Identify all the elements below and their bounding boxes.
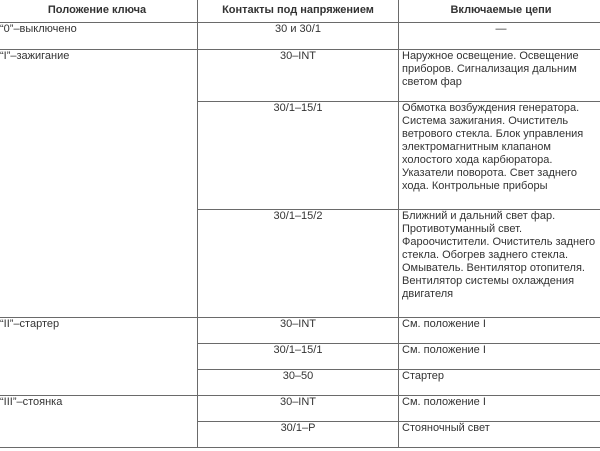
contacts-cell: 30–INT <box>198 50 399 102</box>
circuits-cell: См. положение I <box>399 396 600 422</box>
contacts-cell: 30–INT <box>198 318 399 344</box>
contacts-cell: 30–50 <box>198 370 399 396</box>
circuits-cell: Наружное освещение. Освещение приборов. Сигнализация дальним светом фар <box>399 50 600 102</box>
header-switched-circuits: Включаемые цепи <box>399 0 600 23</box>
circuits-cell: См. положение I <box>399 318 600 344</box>
key-position-cell: “0”–выключено <box>0 23 198 50</box>
contacts-cell: 30/1–15/1 <box>198 344 399 370</box>
contacts-cell: 30/1–P <box>198 422 399 448</box>
header-live-contacts: Контакты под напряжением <box>198 0 399 23</box>
table-row <box>0 396 600 422</box>
table-row <box>0 23 600 50</box>
header-key-position: Положение ключа <box>0 0 198 23</box>
circuits-cell: Ближний и дальний свет фар. Противотуманный свет. Фароочистители. Очиститель заднего стекла. Обогрев заднего стекла. Омыватель. Вентилятор отопителя. Вентилятор системы охлаждения двигателя <box>399 210 600 318</box>
key-position-cell: “I”–зажигание <box>0 50 198 318</box>
table-row <box>0 50 600 102</box>
contacts-cell: 30 и 30/1 <box>198 23 399 50</box>
contacts-cell: 30/1–15/2 <box>198 210 399 318</box>
circuits-cell: Стояночный свет <box>399 422 600 448</box>
key-position-cell: “II”–стартер <box>0 318 198 396</box>
table-row <box>0 318 600 344</box>
circuits-cell: — <box>399 23 600 50</box>
table-header-row <box>0 0 600 23</box>
circuits-cell: Стартер <box>399 370 600 396</box>
contacts-cell: 30/1–15/1 <box>198 102 399 210</box>
circuits-cell: Обмотка возбуждения генератора. Система зажигания. Очиститель ветрового стекла. Блок управления электромагнитным клапаном холостого хода карбюратора. Указатели поворота. Свет заднего хода. Контрольные приборы <box>399 102 600 210</box>
contacts-cell: 30–INT <box>198 396 399 422</box>
circuits-cell: См. положение I <box>399 344 600 370</box>
key-position-cell: “III”–стоянка <box>0 396 198 448</box>
